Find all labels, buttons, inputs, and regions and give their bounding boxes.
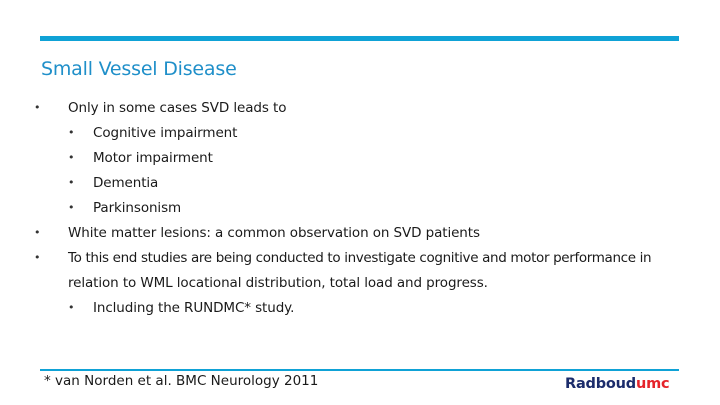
sub-bullet-parkinsonism: Parkinsonism [93,200,182,216]
radboudumc-logo [565,376,669,392]
bullet-2-text: White matter lesions: a common observation on SVD patients [68,225,480,241]
sub-bullet-3-marker: • [68,176,75,189]
bullet-2-marker: • [34,226,41,239]
sub-bullet-dementia: Dementia [93,175,159,191]
sub-bullet-cognitive: Cognitive impairment [93,125,238,141]
sub-bullet-4-marker: • [68,201,75,214]
sub-bullet-1-marker: • [68,126,75,139]
sub-bullet-2-marker: • [68,151,75,164]
logo-part-umc: umc [635,376,670,392]
slide-title: Small Vessel Disease [41,58,237,80]
logo-part-radboud: Radboud [565,376,636,392]
bullet-3-text-line2: relation to WML locational distribution, total load and progress. [68,275,488,291]
footnote-reference: * van Norden et al. BMC Neurology 2011 [44,373,319,389]
sub-bullet-rundmc: Including the RUNDMC* study. [93,300,295,316]
sub-bullet-motor: Motor impairment [93,150,213,166]
bullet-1-marker: • [34,101,41,114]
bullet-1-text: Only in some cases SVD leads to [68,100,287,116]
bullet-3-marker: • [34,251,41,264]
top-accent-bar [40,36,679,41]
bullet-3-text-line1: To this end studies are being conducted to investigate cognitive and motor performance in [68,250,652,266]
footer-divider [40,369,679,371]
sub-bullet-5-marker: • [68,301,75,314]
